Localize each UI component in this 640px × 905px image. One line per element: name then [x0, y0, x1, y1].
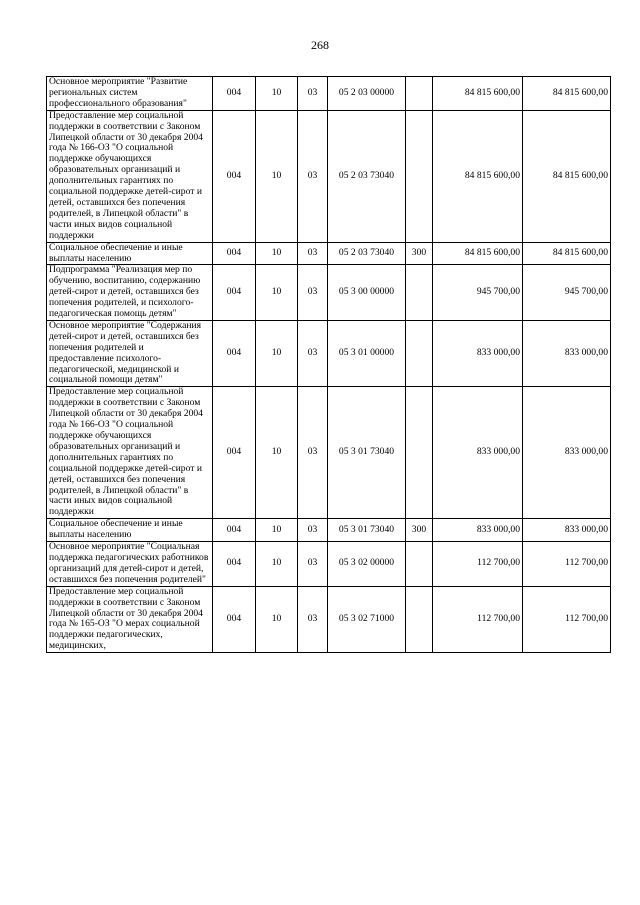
cell-target-article: 05 2 03 73040	[328, 242, 406, 265]
cell-subsection: 03	[298, 586, 328, 652]
cell-subsection: 03	[298, 542, 328, 587]
cell-expense-type	[406, 265, 433, 321]
cell-target-article: 05 3 00 00000	[328, 265, 406, 321]
table-row	[47, 265, 611, 321]
cell-amount-year-2: 945 700,00	[523, 265, 611, 321]
cell-amount-year-1: 84 815 600,00	[433, 242, 523, 265]
cell-name: Основное мероприятие "Социальная поддержка педагогических работников организаций для детей-сирот и детей, оставшихся без попечения родителей"	[47, 542, 213, 587]
cell-amount-year-2: 112 700,00	[523, 542, 611, 587]
cell-expense-type	[406, 110, 433, 242]
cell-name: Предоставление мер социальной поддержки в соответствии с Законом Липецкой области от 30 декабря 2004 года № 165-ОЗ "О мерах социальной поддержки педагогических, медицинских,	[47, 586, 213, 652]
cell-target-article: 05 2 03 00000	[328, 77, 406, 111]
cell-amount-year-2: 112 700,00	[523, 586, 611, 652]
cell-name: Основное мероприятие "Содержания детей-сирот и детей, оставшихся без попечения родителей и предоставление психолого-педагогической, медицинской и социальной помощи детям"	[47, 320, 213, 386]
cell-grbs: 004	[213, 77, 256, 111]
cell-section: 10	[256, 110, 298, 242]
cell-grbs: 004	[213, 586, 256, 652]
cell-subsection: 03	[298, 110, 328, 242]
cell-amount-year-2: 84 815 600,00	[523, 110, 611, 242]
cell-name: Предоставление мер социальной поддержки в соответствии с Законом Липецкой области от 30 декабря 2004 года № 166-ОЗ "О социальной поддержке обучающихся образовательных организаций и дополнительных гарантиях по социальной поддержке детей-сирот и детей, оставшихся без попечения родителей, в Липецкой области" в части иных видов социальной поддержки	[47, 110, 213, 242]
table-body	[47, 77, 611, 653]
cell-target-article: 05 3 02 71000	[328, 586, 406, 652]
cell-name: Социальное обеспечение и иные выплаты населению	[47, 519, 213, 542]
page-number: 268	[311, 38, 329, 52]
cell-subsection: 03	[298, 242, 328, 265]
budget-table	[46, 76, 611, 653]
table-row	[47, 320, 611, 386]
cell-section: 10	[256, 387, 298, 519]
cell-amount-year-2: 84 815 600,00	[523, 242, 611, 265]
table-row	[47, 519, 611, 542]
cell-amount-year-2: 84 815 600,00	[523, 77, 611, 111]
table-row	[47, 77, 611, 111]
cell-subsection: 03	[298, 387, 328, 519]
cell-amount-year-1: 112 700,00	[433, 542, 523, 587]
cell-subsection: 03	[298, 77, 328, 111]
cell-section: 10	[256, 519, 298, 542]
cell-amount-year-1: 833 000,00	[433, 320, 523, 386]
cell-name: Подпрограмма "Реализация мер по обучению, воспитанию, содержанию детей-сирот и детей, оставшихся без попечения родителей, и психолого-педагогическая помощь детям"	[47, 265, 213, 321]
cell-expense-type: 300	[406, 519, 433, 542]
table-row	[47, 242, 611, 265]
cell-section: 10	[256, 586, 298, 652]
cell-target-article: 05 3 01 73040	[328, 387, 406, 519]
cell-amount-year-1: 84 815 600,00	[433, 77, 523, 111]
cell-section: 10	[256, 77, 298, 111]
cell-subsection: 03	[298, 519, 328, 542]
cell-section: 10	[256, 542, 298, 587]
cell-amount-year-1: 84 815 600,00	[433, 110, 523, 242]
cell-section: 10	[256, 242, 298, 265]
cell-target-article: 05 3 01 73040	[328, 519, 406, 542]
cell-grbs: 004	[213, 110, 256, 242]
cell-grbs: 004	[213, 320, 256, 386]
cell-subsection: 03	[298, 320, 328, 386]
table-row	[47, 542, 611, 587]
cell-amount-year-1: 945 700,00	[433, 265, 523, 321]
cell-amount-year-1: 833 000,00	[433, 519, 523, 542]
cell-target-article: 05 2 03 73040	[328, 110, 406, 242]
cell-expense-type	[406, 586, 433, 652]
cell-name: Социальное обеспечение и иные выплаты населению	[47, 242, 213, 265]
cell-expense-type: 300	[406, 242, 433, 265]
cell-expense-type	[406, 542, 433, 587]
cell-name: Предоставление мер социальной поддержки в соответствии с Законом Липецкой области от 30 декабря 2004 года № 166-ОЗ "О социальной поддержке обучающихся образовательных организаций и дополнительных гарантиях по социальной поддержке детей-сирот и детей, оставшихся без попечения родителей, в Липецкой области" в части иных видов социальной поддержки	[47, 387, 213, 519]
cell-grbs: 004	[213, 242, 256, 265]
cell-grbs: 004	[213, 265, 256, 321]
cell-amount-year-2: 833 000,00	[523, 519, 611, 542]
cell-name: Основное мероприятие "Развитие региональных систем профессионального образования"	[47, 77, 213, 111]
cell-section: 10	[256, 320, 298, 386]
cell-grbs: 004	[213, 542, 256, 587]
table-row	[47, 110, 611, 242]
cell-expense-type	[406, 387, 433, 519]
cell-expense-type	[406, 320, 433, 386]
table-row	[47, 387, 611, 519]
cell-amount-year-1: 112 700,00	[433, 586, 523, 652]
cell-amount-year-2: 833 000,00	[523, 320, 611, 386]
cell-section: 10	[256, 265, 298, 321]
cell-target-article: 05 3 01 00000	[328, 320, 406, 386]
cell-grbs: 004	[213, 387, 256, 519]
cell-subsection: 03	[298, 265, 328, 321]
table-row	[47, 586, 611, 652]
cell-amount-year-1: 833 000,00	[433, 387, 523, 519]
cell-amount-year-2: 833 000,00	[523, 387, 611, 519]
cell-expense-type	[406, 77, 433, 111]
cell-target-article: 05 3 02 00000	[328, 542, 406, 587]
cell-grbs: 004	[213, 519, 256, 542]
